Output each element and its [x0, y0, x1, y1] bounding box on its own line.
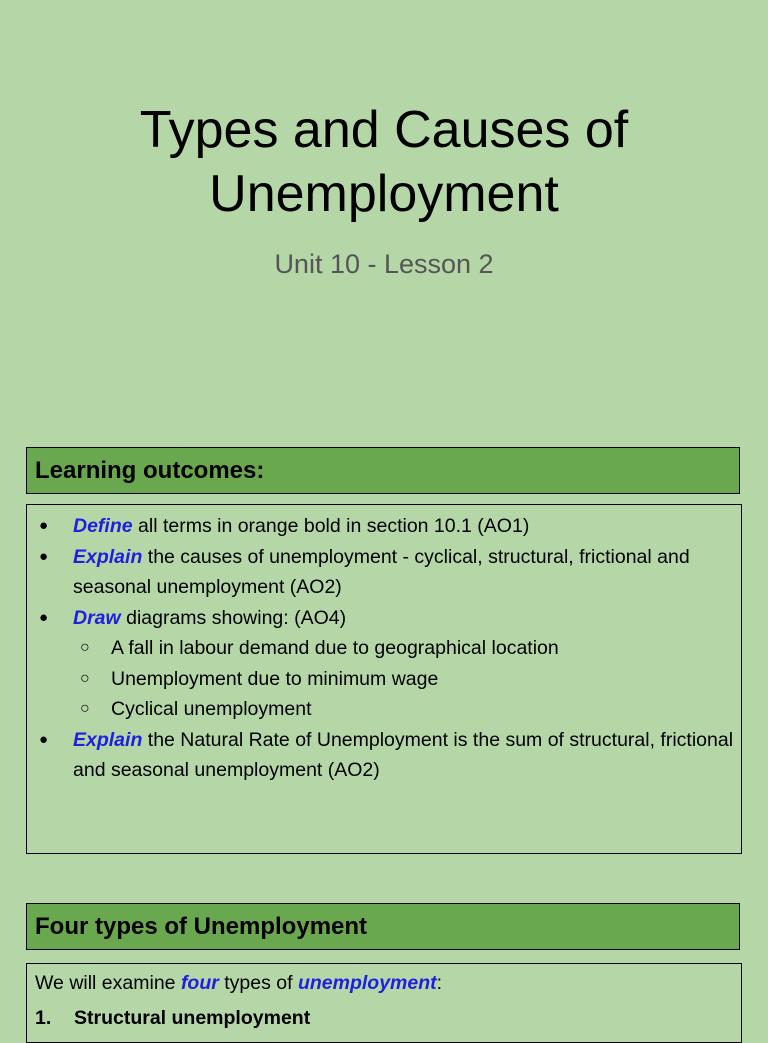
outcome-keyword: Draw	[73, 606, 121, 629]
intro-keyword-unemployment: unemployment	[297, 972, 437, 994]
slide-subtitle: Unit 10 - Lesson 2	[274, 249, 494, 279]
subitem-text: A fall in labour demand due to geographical location	[111, 637, 559, 659]
subitem-text: Unemployment due to minimum wage	[111, 667, 439, 690]
outcome-subitems	[73, 633, 735, 725]
bullet-dot-icon: ●	[39, 547, 49, 565]
outcome-subitem	[73, 694, 735, 725]
four-types-header: Four types of Unemployment	[26, 903, 740, 950]
bullet-circle-icon: ○	[80, 639, 90, 656]
bullet-dot-icon: ●	[39, 608, 49, 626]
bullet-circle-icon: ○	[80, 700, 90, 717]
outcome-item	[27, 542, 735, 603]
intro-text: types of	[218, 972, 298, 994]
outcome-item	[27, 725, 735, 786]
four-types-box	[26, 963, 742, 1043]
outcome-subitem	[73, 633, 735, 664]
outcome-text: all terms in orange bold in section 10.1 (AO1)	[132, 515, 530, 537]
type-list-item	[35, 1003, 733, 1034]
outcome-keyword: Explain	[73, 545, 143, 568]
intro-keyword-four: four	[180, 972, 219, 994]
outcome-keyword: Explain	[73, 728, 143, 751]
outcome-text: diagrams showing: (AO4)	[120, 606, 347, 629]
types-intro	[35, 968, 733, 999]
slide-title	[0, 98, 768, 226]
outcome-subitem	[73, 664, 735, 695]
slide-title-line1: Types and Causes of	[139, 101, 629, 159]
bullet-dot-icon: ●	[39, 517, 49, 534]
outcomes-list	[27, 511, 735, 786]
intro-text: We will examine	[35, 972, 181, 994]
outcome-text: the Natural Rate of Unemployment is the sum of structural, frictional and seasonal unemployment (AO2)	[73, 728, 734, 781]
intro-text: :	[436, 972, 443, 994]
outcome-item	[27, 603, 735, 725]
bullet-circle-icon: ○	[80, 669, 90, 687]
outcome-text: the causes of unemployment - cyclical, structural, frictional and seasonal unemployment (AO2)	[73, 545, 690, 598]
type-label: Structural unemployment	[74, 1006, 311, 1029]
type-number: 1.	[35, 1006, 52, 1029]
subitem-text: Cyclical unemployment	[111, 698, 312, 720]
outcome-item	[27, 511, 735, 542]
learning-outcomes-header: Learning outcomes:	[26, 447, 740, 494]
bullet-dot-icon: ●	[39, 730, 49, 748]
outcome-keyword: Define	[73, 515, 133, 537]
slide-title-line2: Unemployment	[209, 165, 559, 223]
learning-outcomes-box	[26, 504, 742, 854]
